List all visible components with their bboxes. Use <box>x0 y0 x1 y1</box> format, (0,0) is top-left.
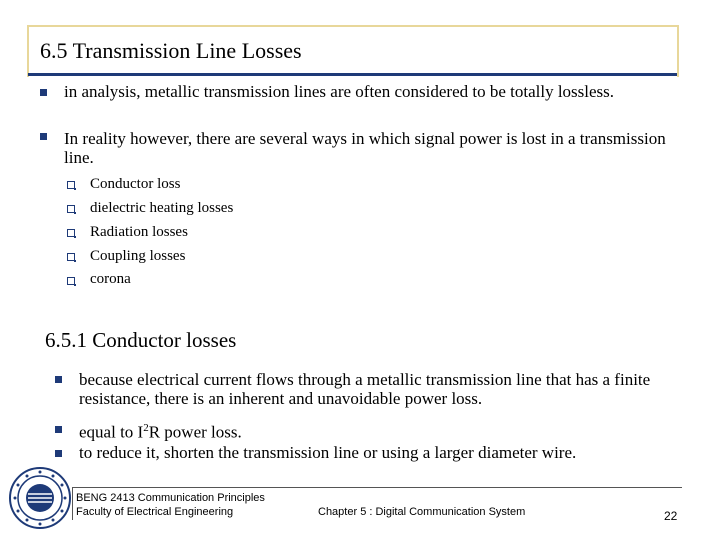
footer-chapter: Chapter 5 : Digital Communication System <box>318 506 526 518</box>
footer-course: BENG 2413 Communication Principles <box>76 492 265 504</box>
sub-item-1: Conductor loss <box>90 176 181 192</box>
bullet-marker <box>40 133 47 140</box>
page-number: 22 <box>664 509 678 523</box>
section-bullet-2 <box>79 419 242 442</box>
bullet-marker <box>55 426 62 433</box>
sub-bullet-marker <box>67 253 75 261</box>
sub-bullet-marker <box>67 181 75 189</box>
university-seal-icon <box>8 466 72 530</box>
sub-item-2: dielectric heating losses <box>90 200 234 216</box>
sub-item-5: corona <box>90 271 131 287</box>
sub-item-4: Coupling losses <box>90 248 186 264</box>
footer-divider-horizontal <box>72 487 682 488</box>
i2r-superscript: 2 <box>143 422 149 434</box>
title-underline <box>28 73 677 76</box>
i2r-suffix: R power loss. <box>148 422 242 442</box>
bullet-text-1: in analysis, metallic transmission lines are often considered to be totally lossless. <box>64 82 615 101</box>
bullet-marker <box>55 376 62 383</box>
section-bullet-3: to reduce it, shorten the transmission line or using a larger diameter wire. <box>79 443 577 462</box>
bullet-marker <box>40 89 47 96</box>
sub-bullet-marker <box>67 229 75 237</box>
footer-faculty: Faculty of Electrical Engineering <box>76 506 234 518</box>
section-bullet-1: because electrical current flows through a metallic transmission line that has a finite resistance, there is an inherent and unavoidable power loss. <box>79 370 651 408</box>
i2r-prefix: equal to I <box>79 422 144 442</box>
footer-divider-vertical <box>72 487 73 520</box>
section-title: 6.5.1 Conductor losses <box>45 328 237 352</box>
bullet-text-2: In reality however, there are several ways in which signal power is lost in a transmission line. <box>64 129 666 167</box>
sub-bullet-marker <box>67 277 75 285</box>
sub-item-3: Radiation losses <box>90 224 188 240</box>
slide-title: 6.5 Transmission Line Losses <box>40 38 302 63</box>
bullet-marker <box>55 450 62 457</box>
sub-bullet-marker <box>67 205 75 213</box>
